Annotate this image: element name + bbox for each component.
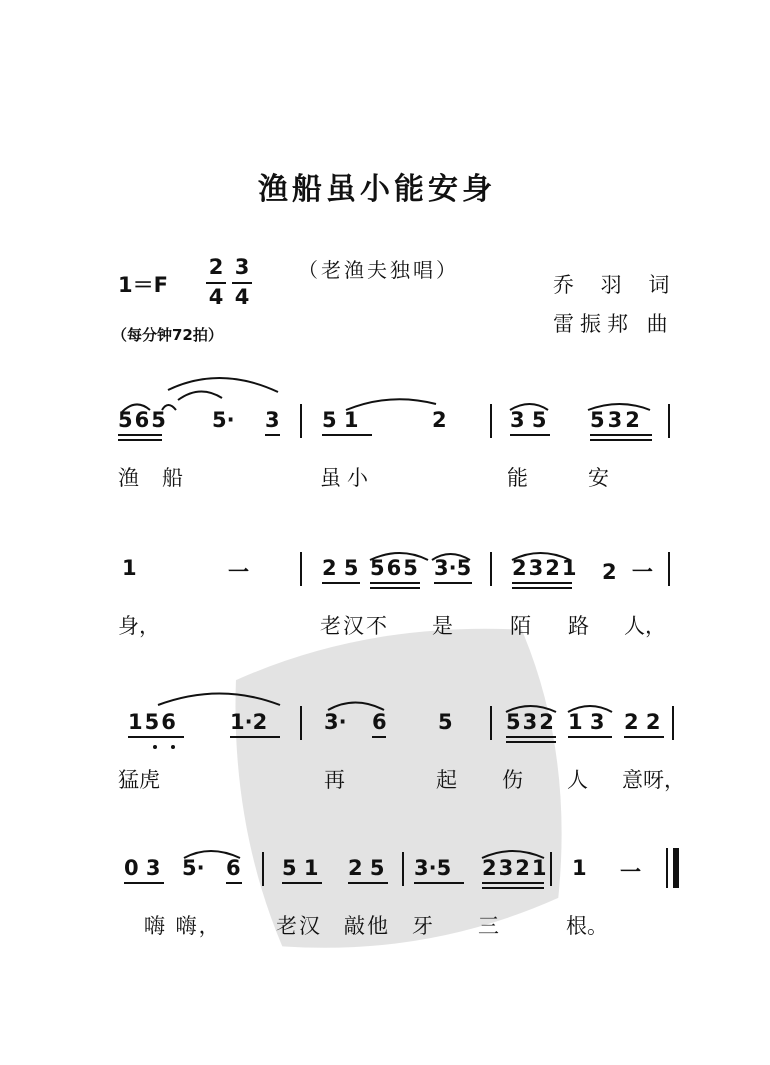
meter-2-top: 3: [234, 255, 250, 279]
underline: [372, 736, 386, 738]
barline: [300, 404, 302, 438]
underline: [506, 741, 556, 743]
slur: [328, 703, 384, 711]
note-group: 156: [128, 710, 178, 734]
final-barline-thick: [673, 848, 679, 888]
barline: [668, 404, 670, 438]
underline: [590, 439, 652, 441]
meter-1-bottom: 4: [208, 285, 224, 309]
lyric: 三: [478, 914, 499, 938]
lyric: 身，: [118, 614, 160, 638]
key-signature: 1＝F: [118, 273, 168, 297]
lyric: 人: [567, 768, 588, 792]
lyric: 老汉: [276, 914, 322, 938]
underline: [118, 439, 162, 441]
note-group: 5·: [182, 856, 205, 880]
low-octave-dot: [171, 745, 175, 749]
lyric: 猛虎: [118, 768, 160, 792]
underline: [590, 434, 652, 436]
lyric: 船: [162, 466, 183, 490]
underline: [512, 582, 572, 584]
note-group: 一: [620, 860, 641, 884]
note-group: 6: [372, 710, 387, 734]
note-group: 3·5: [414, 856, 452, 880]
slur: [168, 378, 278, 392]
lyric: 安: [588, 466, 609, 490]
note-group: 1 3: [568, 710, 605, 734]
performance-note: （老渔夫独唱）: [298, 258, 459, 282]
slur: [178, 391, 222, 400]
note-group: 532: [506, 710, 556, 734]
lyric: 伤: [502, 768, 523, 792]
lyric: 陌: [510, 614, 531, 638]
note-group: 2 一: [602, 560, 657, 584]
note-group: 1: [572, 856, 587, 880]
note-group: 6: [226, 856, 241, 880]
barline: [490, 706, 492, 740]
note-group: 0 3: [124, 856, 161, 880]
lyric: 渔: [118, 466, 139, 490]
note-group: 3: [265, 408, 280, 432]
underline: [226, 882, 242, 884]
lyric: 嗨 嗨，: [144, 914, 222, 938]
underline: [512, 587, 572, 589]
note-group: 2 5: [322, 556, 359, 580]
note-group: 1: [122, 556, 137, 580]
barline: [402, 852, 404, 886]
note-group: 532: [590, 408, 643, 432]
underline: [370, 587, 420, 589]
barline: [490, 404, 492, 438]
underline: [434, 582, 472, 584]
barline: [672, 706, 674, 740]
underline: [510, 434, 550, 436]
note-group: 一: [228, 560, 249, 584]
note-group: 565: [370, 556, 420, 580]
note-group: 3·: [324, 710, 347, 734]
barline: [490, 552, 492, 586]
lyricist-credit: 乔 羽 词: [553, 273, 680, 297]
underline: [568, 736, 612, 738]
note-group: 2321: [482, 856, 549, 880]
lyric: 起: [436, 768, 457, 792]
lyric: 人，: [624, 614, 666, 638]
underline: [348, 882, 388, 884]
underline: [322, 582, 360, 584]
note-group: 5: [438, 710, 453, 734]
barline: [300, 552, 302, 586]
slur: [346, 399, 436, 410]
underline: [230, 736, 280, 738]
underline: [124, 882, 164, 884]
barline: [262, 852, 264, 886]
lyric: 老汉不: [320, 614, 389, 638]
song-title: 渔船虽小能安身: [258, 172, 496, 207]
lyric: 牙: [412, 914, 433, 938]
note-group: 2: [432, 408, 447, 432]
lyric: 根。: [566, 914, 608, 938]
underline: [118, 434, 162, 436]
note-group: 2321: [512, 556, 579, 580]
note-group: 2 2: [624, 710, 661, 734]
composer-credit: 雷振邦 曲: [553, 312, 674, 336]
underline: [370, 582, 420, 584]
underline: [506, 736, 556, 738]
lyric: 是: [432, 614, 453, 638]
lyric: 再: [324, 768, 345, 792]
lyric: 敲他: [344, 914, 390, 938]
note-group: 5 1: [282, 856, 319, 880]
tempo-marking: （每分钟72拍）: [112, 326, 223, 344]
underline: [265, 434, 280, 436]
barline: [550, 852, 552, 886]
underline: [624, 736, 664, 738]
underline: [482, 887, 544, 889]
note-group: 3·5: [434, 556, 472, 580]
barline: [668, 552, 670, 586]
note-group: 3 5: [510, 408, 547, 432]
final-barline-thin: [666, 848, 668, 888]
meter-1-top: 2: [208, 255, 224, 279]
underline: [282, 882, 322, 884]
lyric: 虽小: [320, 466, 374, 490]
lyric: 路: [568, 614, 589, 638]
underline: [414, 882, 464, 884]
underline: [482, 882, 544, 884]
lyric: 意呀，: [622, 768, 685, 792]
meter-2-bottom: 4: [234, 285, 250, 309]
note-group: 1·2: [230, 710, 268, 734]
note-group: 5 1: [322, 408, 359, 432]
underline: [128, 736, 184, 738]
note-group: 2 5: [348, 856, 385, 880]
barline: [300, 706, 302, 740]
underline: [322, 434, 372, 436]
lyric: 能: [507, 466, 528, 490]
note-group: 5·: [212, 408, 235, 432]
slur: [158, 694, 280, 706]
low-octave-dot: [153, 745, 157, 749]
note-group: 565: [118, 408, 168, 432]
